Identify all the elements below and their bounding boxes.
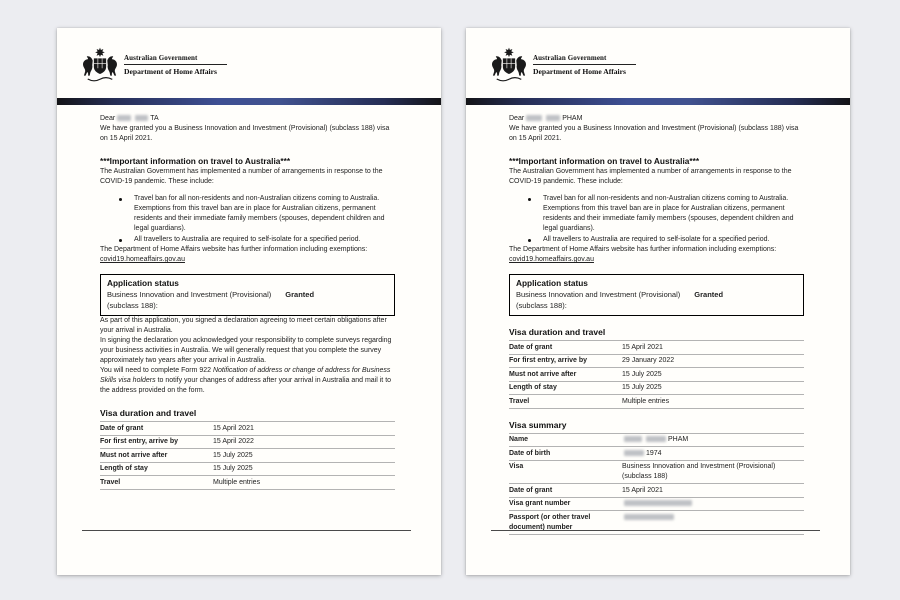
visa-duration-table xyxy=(100,421,395,490)
form922-post: to notify your changes of address after your arrival in Australia and mail it to the address provided on the form. xyxy=(100,377,392,394)
agency-wordmark xyxy=(124,54,227,76)
table-row xyxy=(509,433,804,447)
redacted-middle-name xyxy=(646,436,666,442)
grant-paragraph: We have granted you a Business Innovation and Investment (Provisional) (subclass 188) visa on 15 April 2021. xyxy=(100,125,390,142)
row-label: Date of grant xyxy=(509,486,553,494)
covid-paragraph: The Australian Government has implemented a number of arrangements in response to the COVID-19 pandemic. These include: xyxy=(100,168,383,185)
row-label: Length of stay xyxy=(100,465,148,472)
table-row xyxy=(509,460,804,484)
row-label: Passport (or other travel document) number xyxy=(509,513,591,531)
redacted-birth-daymonth xyxy=(624,450,644,456)
row-value: 15 July 2025 xyxy=(213,451,253,459)
redacted-passport-number xyxy=(624,514,674,520)
row-label: Date of grant xyxy=(100,424,144,432)
row-value xyxy=(622,499,804,509)
row-value: 15 April 2022 xyxy=(213,438,254,445)
visa-name: Business Innovation and Investment (Provisional) xyxy=(107,290,272,299)
redacted-middle-name xyxy=(135,115,148,121)
row-value: 15 July 2025 xyxy=(622,370,662,378)
visa-letter-page-2 xyxy=(466,28,850,575)
row-label: For first entry, arrive by xyxy=(100,438,179,445)
row-label: Visa xyxy=(509,463,524,470)
covid-bullet-list xyxy=(509,194,804,245)
agency-divider xyxy=(124,64,227,65)
bullet-icon xyxy=(119,239,122,242)
bullet-item xyxy=(509,235,804,245)
travel-info-heading: ***Important information on travel to Australia*** xyxy=(509,156,700,166)
agency-line2: Department of Home Affairs xyxy=(124,67,217,76)
bullet-item xyxy=(100,194,395,234)
covid-paragraph: The Australian Government has implemented a number of arrangements in response to the COVID-19 pandemic. These include: xyxy=(509,168,792,185)
surname-text: PHAM xyxy=(668,436,689,443)
table-row xyxy=(509,446,804,460)
birth-year-text: 1974 xyxy=(646,449,662,457)
row-value: 15 April 2021 xyxy=(622,486,663,494)
salutation-surname: PHAM xyxy=(562,115,583,122)
row-label: Visa grant number xyxy=(509,500,571,507)
row-label: Must not arrive after xyxy=(509,370,577,378)
redacted-first-name xyxy=(526,115,542,121)
travel-info-heading: ***Important information on travel to Australia*** xyxy=(100,156,291,166)
website-paragraph xyxy=(509,245,804,265)
table-row xyxy=(100,448,395,462)
agency-wordmark xyxy=(533,54,636,76)
website-paragraph-text: The Department of Home Affairs website has further information including exemptions: xyxy=(509,246,777,253)
form922-title: Notification of address or change of address for Business Skills visa holders xyxy=(100,367,391,384)
agency-line1: Australian Government xyxy=(124,54,198,62)
table-row xyxy=(509,483,804,497)
letter-body xyxy=(100,114,395,490)
bullet-text: All travellers to Australia are required to self-isolate for a specified period. xyxy=(543,236,770,243)
bullet-icon xyxy=(528,239,531,242)
grant-paragraph: We have granted you a Business Innovation and Investment (Provisional) (subclass 188) visa on 15 April 2021. xyxy=(509,125,799,142)
row-value: 29 January 2022 xyxy=(622,357,675,364)
obligations-paragraph: As part of this application, you signed a declaration agreeing to meet certain obligations after your arrival in Australia. xyxy=(100,317,387,334)
row-value: 15 April 2021 xyxy=(622,343,663,351)
visa-subclass: (subclass 188): xyxy=(107,300,158,310)
bullet-text: Travel ban for all non-residents and non-Australian citizens coming to Australia. Exemptions from this travel ban are in place for Australian citizens, permanent residents and their immediate family members (spouses, dependent children and legal guardians). xyxy=(134,195,385,232)
agency-divider xyxy=(533,64,636,65)
table-row xyxy=(100,475,395,489)
covid-bullet-list xyxy=(100,194,395,245)
application-status-line xyxy=(516,290,797,301)
row-value: 15 July 2025 xyxy=(213,465,253,472)
visa-subclass: (subclass 188): xyxy=(516,300,567,310)
table-row xyxy=(509,394,804,408)
header-color-band xyxy=(57,98,441,105)
visa-duration-table xyxy=(509,340,804,409)
row-label: Date of grant xyxy=(509,343,553,351)
redacted-middle-name xyxy=(546,115,560,121)
table-row xyxy=(509,354,804,368)
salutation xyxy=(100,114,395,124)
row-label: Date of birth xyxy=(509,449,551,457)
homeaffairs-covid-link[interactable]: covid19.homeaffairs.gov.au xyxy=(100,256,185,263)
header-color-band xyxy=(466,98,850,105)
table-row xyxy=(509,367,804,381)
table-row xyxy=(100,462,395,476)
row-value: 15 April 2021 xyxy=(213,424,254,432)
application-status-box xyxy=(509,274,804,316)
row-label: Must not arrive after xyxy=(100,451,168,459)
row-value: Multiple entries xyxy=(213,478,261,486)
table-row xyxy=(509,340,804,354)
homeaffairs-covid-link[interactable]: covid19.homeaffairs.gov.au xyxy=(509,256,594,263)
bullet-text: Travel ban for all non-residents and non-Australian citizens coming to Australia. Exemptions from this travel ban are in place for Australian citizens, permanent residents and their immediate family members (spouses, dependent children and legal guardians). xyxy=(543,195,794,232)
visa-summary-heading: Visa summary xyxy=(509,419,567,430)
row-label: Travel xyxy=(509,397,530,405)
row-label: Travel xyxy=(100,478,121,486)
row-value: Multiple entries xyxy=(622,397,670,405)
salutation-prefix: Dear xyxy=(509,115,525,122)
application-status-title: Application status xyxy=(516,278,588,288)
row-value: 15 July 2025 xyxy=(622,384,662,391)
application-status-line xyxy=(107,290,388,301)
salutation xyxy=(509,114,804,124)
footer-divider xyxy=(491,530,820,531)
redacted-visa-grant-number xyxy=(624,500,692,506)
table-row xyxy=(509,497,804,511)
bullet-icon xyxy=(528,198,531,201)
row-value: Business Innovation and Investment (Provisional) (subclass 188) xyxy=(622,463,776,480)
application-status-title: Application status xyxy=(107,278,179,288)
table-row xyxy=(100,421,395,435)
redacted-first-name xyxy=(117,115,131,121)
row-value xyxy=(622,449,804,459)
letter-body xyxy=(509,114,804,535)
website-paragraph-text: The Department of Home Affairs website has further information including exemptions: xyxy=(100,246,368,253)
row-value xyxy=(622,435,804,445)
row-label: Name xyxy=(509,436,529,443)
form922-paragraph xyxy=(100,366,395,396)
agency-line2: Department of Home Affairs xyxy=(533,67,626,76)
visa-letter-page-1 xyxy=(57,28,441,575)
bullet-item xyxy=(100,235,395,245)
surveys-paragraph: In signing the declaration you acknowledged your responsibility to complete surveys regarding your business activities in Australia. We will generally request that you complete the survey approximately two years after your arrival in Australia. xyxy=(100,337,392,364)
visa-name: Business Innovation and Investment (Provisional) xyxy=(516,290,681,299)
row-label: For first entry, arrive by xyxy=(509,357,588,364)
status-granted: Granted xyxy=(285,290,315,299)
footer-divider xyxy=(82,530,411,531)
bullet-icon xyxy=(119,198,122,201)
row-label: Length of stay xyxy=(509,384,557,391)
visa-duration-heading: Visa duration and travel xyxy=(509,327,606,337)
visa-summary-table xyxy=(509,433,804,535)
salutation-surname: TA xyxy=(150,115,159,122)
status-granted: Granted xyxy=(694,290,724,299)
website-paragraph xyxy=(100,245,395,265)
table-row xyxy=(100,435,395,449)
coat-of-arms-icon xyxy=(486,44,532,88)
redacted-given-name xyxy=(624,436,642,442)
visa-duration-heading: Visa duration and travel xyxy=(100,408,197,418)
agency-line1: Australian Government xyxy=(533,54,607,62)
application-status-box xyxy=(100,274,395,316)
salutation-prefix: Dear xyxy=(100,115,116,122)
bullet-item xyxy=(509,194,804,234)
coat-of-arms-icon xyxy=(77,44,123,88)
form922-pre: You will need to complete Form 922 xyxy=(100,367,213,374)
table-row xyxy=(509,381,804,395)
bullet-text: All travellers to Australia are required to self-isolate for a specified period. xyxy=(134,236,361,243)
